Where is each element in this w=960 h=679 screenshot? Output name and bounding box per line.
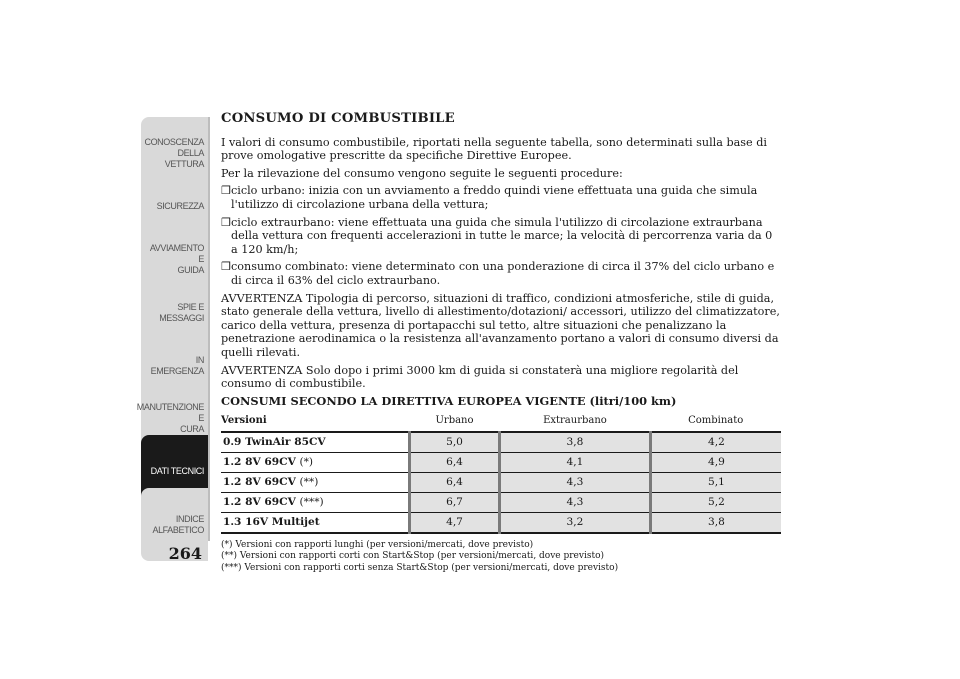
- warning-paragraph: AVVERTENZA Solo dopo i primi 3000 km di guida si constaterà una migliore regolarità del consumo di combustibile.: [221, 363, 739, 391]
- list-item: [221, 216, 781, 257]
- version-name: 0.9 TwinAir 85CV: [223, 435, 326, 448]
- version-cell: [221, 452, 410, 472]
- urbano-cell: 5,0: [410, 432, 500, 453]
- footnote: (***) Versioni con rapporti corti senza Start&Stop (per versioni/mercati, dove previsto): [221, 562, 619, 573]
- table-row: [221, 452, 781, 472]
- version-name: 1.2 8V 69CV: [223, 495, 296, 508]
- combinato-cell: 4,9: [650, 452, 781, 472]
- table-row: [221, 472, 781, 492]
- consumption-table: [221, 412, 781, 534]
- tab-label: AVVIAMENTO E GUIDA: [149, 243, 204, 275]
- column-header: Combinato: [688, 415, 744, 427]
- page-number: 264: [168, 544, 202, 563]
- bullet-text: ciclo urbano: inizia con un avviamento a freddo quindi viene effettuata una guida che simula l'utilizzo di circolazione urbana della vettura;: [231, 184, 758, 211]
- checkbox-bullet-icon: ❒: [221, 260, 231, 274]
- list-item: [221, 184, 781, 211]
- footnote: (**) Versioni con rapporti corti con Start&Stop (per versioni/mercati, dove previsto): [221, 551, 605, 562]
- tab-label: CONOSCENZA DELLA VETTURA: [144, 137, 204, 169]
- version-note: (***): [299, 495, 324, 508]
- table-row: [221, 492, 781, 512]
- tab-label: SPIE E MESSAGGI: [159, 301, 204, 323]
- footnote: (*) Versioni con rapporti lunghi (per versioni/mercati, dove previsto): [221, 539, 534, 550]
- bullet-text: ciclo extraurbano: viene effettuata una guida che simula l'utilizzo di circolazione extraurbana della vettura con frequenti accelerazioni in tutte le marce; la velocità di percorrenza varia da 0 a 120 km/h;: [231, 215, 773, 256]
- urbano-cell: 6,4: [410, 452, 500, 472]
- version-cell: [221, 432, 410, 453]
- tab-label: IN EMERGENZA: [150, 354, 204, 376]
- table-header-row: [221, 412, 781, 432]
- page-content: [221, 112, 781, 574]
- combinato-cell: 3,8: [650, 512, 781, 533]
- column-header: Urbano: [435, 415, 474, 427]
- tab-label: INDICE ALFABETICO: [152, 513, 204, 535]
- table-title: CONSUMI SECONDO LA DIRETTIVA EUROPEA VIGENTE (litri/100 km): [221, 393, 677, 408]
- tab-label: SICUREZZA: [156, 201, 204, 211]
- extraurbano-cell: 3,2: [500, 512, 651, 533]
- extraurbano-cell: 3,8: [500, 432, 651, 453]
- warning-paragraph: AVVERTENZA Tipologia di percorso, situazioni di traffico, condizioni atmosferiche, stile di guida, stato generale della vettura, livello di allestimento/dotazioni/ accessori, utilizzo del climatizzatore, carico della vettura, presenza di portapacchi sul tetto, altre situazioni che penalizzano la penetrazione aerodinamica o la resistenza all'avanzamento portano a valori di consumo diversi da quelli rilevati.: [221, 291, 780, 359]
- tab-label: DATI TECNICI: [150, 466, 204, 476]
- version-name: 1.2 8V 69CV: [223, 475, 296, 488]
- procedures-intro: Per la rilevazione del consumo vengono seguite le seguenti procedure:: [221, 166, 623, 180]
- urbano-cell: 6,7: [410, 492, 500, 512]
- table-footnotes: [221, 540, 781, 575]
- version-cell: [221, 512, 410, 533]
- column-header: Extraurbano: [543, 415, 607, 427]
- version-name: 1.3 16V Multijet: [223, 515, 320, 528]
- version-note: (*): [299, 455, 314, 468]
- version-name: 1.2 8V 69CV: [223, 455, 296, 468]
- urbano-cell: 4,7: [410, 512, 500, 533]
- checkbox-bullet-icon: ❒: [221, 184, 231, 198]
- column-header: Versioni: [221, 415, 267, 427]
- bullet-text: consumo combinato: viene determinato con una ponderazione di circa il 37% del ciclo urbano e di circa il 63% del ciclo extraurbano.: [231, 260, 775, 287]
- checkbox-bullet-icon: ❒: [221, 215, 231, 229]
- combinato-cell: 4,2: [650, 432, 781, 453]
- extraurbano-cell: 4,3: [500, 472, 651, 492]
- table-row: [221, 512, 781, 533]
- section-title: CONSUMO DI COMBUSTIBILE: [221, 111, 455, 126]
- urbano-cell: 6,4: [410, 472, 500, 492]
- version-note: (**): [299, 475, 319, 488]
- table-row: [221, 432, 781, 453]
- intro-paragraph: I valori di consumo combustibile, riportati nella seguente tabella, sono determinati sulla base di prove omologative prescritte da specifiche Direttive Europee.: [221, 135, 767, 163]
- extraurbano-cell: 4,3: [500, 492, 651, 512]
- combinato-cell: 5,1: [650, 472, 781, 492]
- combinato-cell: 5,2: [650, 492, 781, 512]
- sidebar-divider: [208, 117, 210, 541]
- version-cell: [221, 472, 410, 492]
- extraurbano-cell: 4,1: [500, 452, 651, 472]
- list-item: [221, 260, 781, 287]
- version-cell: [221, 492, 410, 512]
- tab-label: MANUTENZIONE E CURA: [136, 402, 204, 434]
